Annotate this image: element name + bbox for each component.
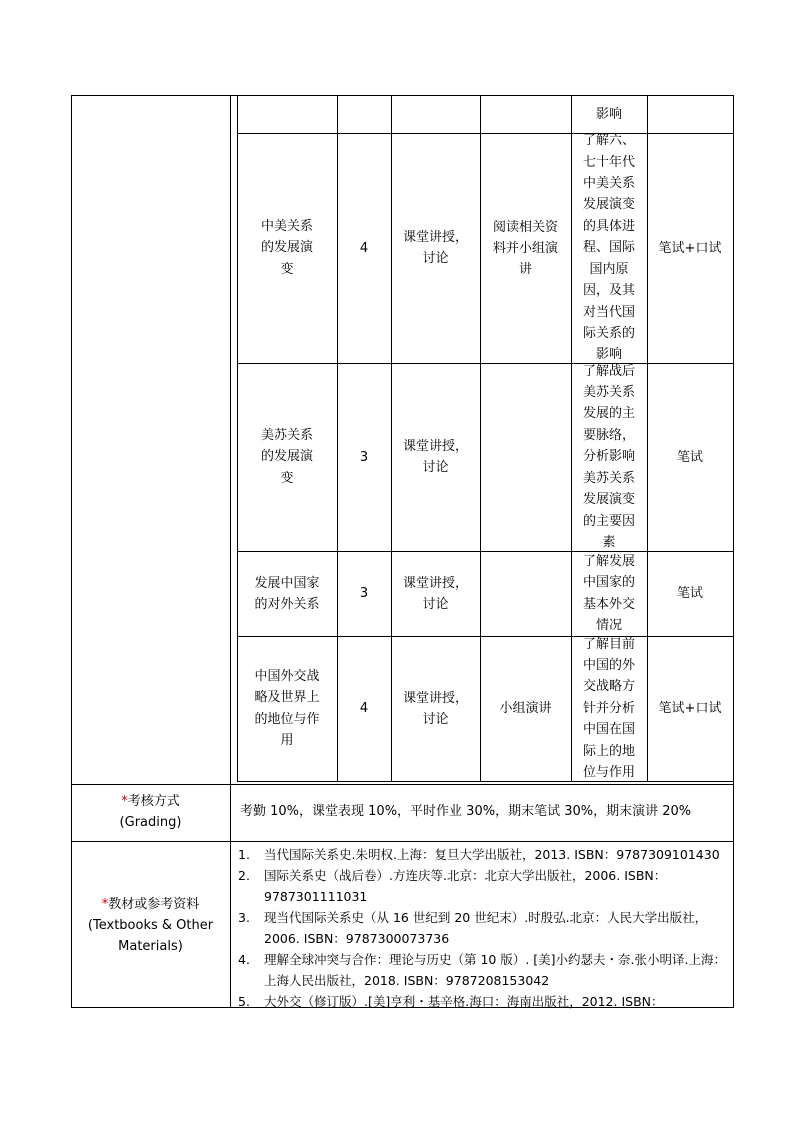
assessment-cell: 笔试: [676, 449, 703, 465]
list-item: 2. 国际关系史（战后卷）.方连庆等.北京：北京大学出版社，2006. ISBN：9787301111031: [238, 868, 667, 904]
topic-cell: 中国外交战略及世界上的地位与作用: [254, 668, 320, 748]
topic-cell: 中美关系的发展演变: [260, 218, 313, 277]
label-column-divider: [230, 95, 231, 1008]
objective-cell: 了解六、七十年代中美关系发展演变的具体进程、国际国内原因，及其对当代国际关系的影响: [582, 133, 635, 363]
list-item: 1. 当代国际关系史.朱明权.上海：复旦大学出版社，2013. ISBN：9787309101430: [238, 847, 720, 862]
schedule-bottom-border: [237, 781, 733, 782]
assessment-cell: 笔试+口试: [658, 240, 722, 256]
hours-cell: 4: [359, 701, 369, 716]
list-item: 3. 现当代国际关系史（从 16 世纪到 20 世纪末）.时殷弘.北京：人民大学出版社，2006. ISBN：9787300073736: [238, 910, 708, 946]
method-cell: 课堂讲授，讨论: [402, 439, 468, 475]
objective-cell: 影响: [595, 106, 622, 122]
required-marker: *: [121, 794, 128, 809]
activity-cell: 阅读相关资料并小组演讲: [492, 219, 558, 277]
table-left-border: [71, 95, 72, 1008]
method-cell: 课堂讲授，讨论: [402, 690, 468, 727]
materials-label: *教材或参考资料 (Textbooks & Other Materials): [87, 897, 214, 954]
hours-cell: 3: [359, 449, 369, 465]
section-divider: [71, 841, 733, 842]
required-marker: *: [101, 897, 109, 912]
grading-label: *考核方式 (Grading): [119, 794, 182, 830]
objective-cell: 了解发展中国家的基本外交情况: [582, 553, 635, 633]
assessment-cell: 笔试: [676, 586, 703, 601]
grading-breakdown: 考勤 10%，课堂表现 10%，平时作业 30%，期末笔试 30%，期末演讲 20%: [240, 804, 692, 819]
activity-cell: 小组演讲: [499, 701, 552, 716]
hours-cell: 3: [359, 586, 369, 601]
section-divider: [71, 784, 733, 785]
objective-cell: 了解战后美苏关系发展的主要脉络，分析影响美苏关系发展演变的主要因素: [582, 363, 635, 550]
objective-cell: 了解目前中国的外交战略方针并分析中国在国际上的地位与作用: [582, 636, 635, 781]
table-row: [571, 95, 647, 133]
method-cell: 课堂讲授，讨论: [402, 230, 468, 266]
topic-cell: 美苏关系的发展演变: [260, 427, 313, 486]
hours-cell: 4: [359, 240, 369, 256]
topic-cell: 发展中国家的对外关系: [254, 575, 320, 612]
list-item: 4. 理解全球冲突与合作：理论与历史（第 10 版）. [美]小约瑟夫・奈.张小明译.上海：上海人民出版社，2018. ISBN：9787208153042: [238, 952, 727, 988]
reference-list: [238, 844, 732, 1012]
method-cell: 课堂讲授，讨论: [402, 575, 468, 612]
assessment-cell: 笔试+口试: [658, 701, 722, 716]
list-item: 5. 大外交（修订版）.[美]亨利・基辛格.海口：海南出版社，2012. ISBN：: [238, 994, 664, 1009]
table-right-border: [733, 95, 734, 1008]
